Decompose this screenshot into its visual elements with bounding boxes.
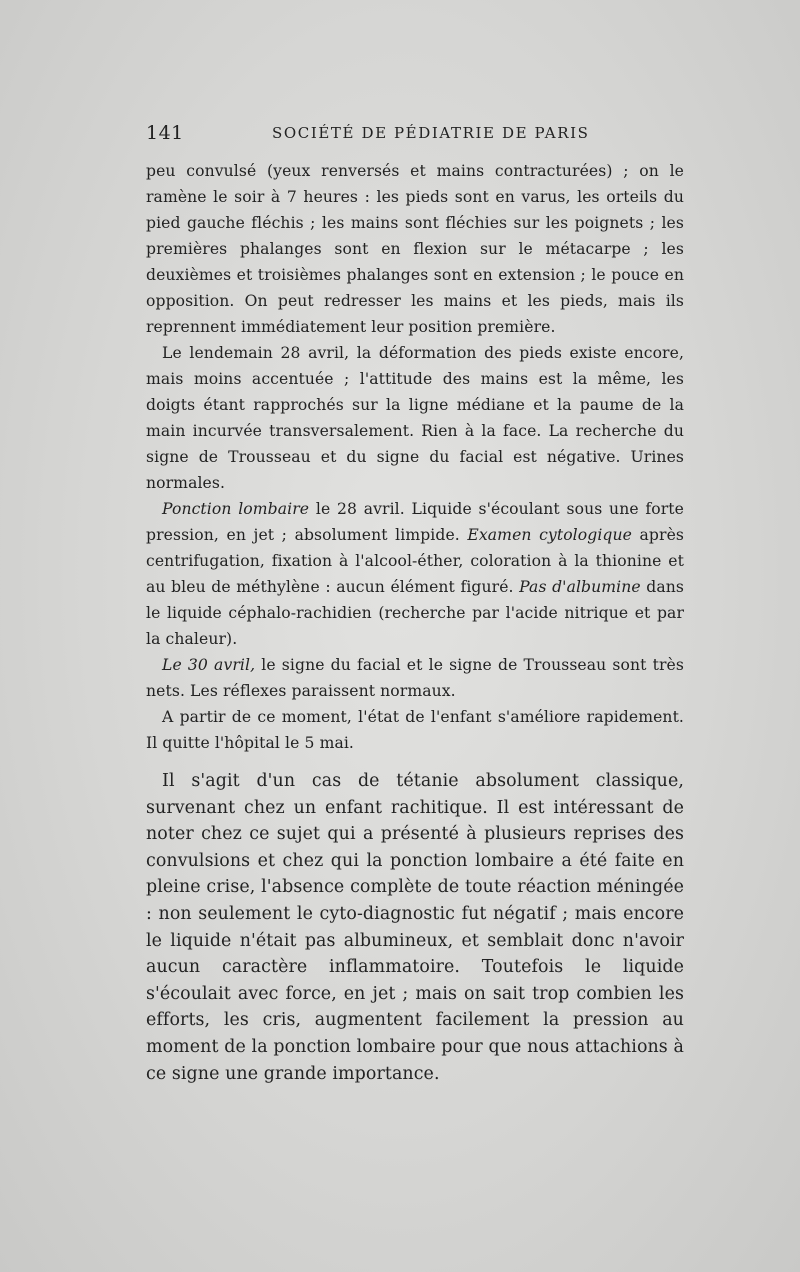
cytology-text: après centrifugation, fixation à l'alcool-éther, coloration à la thionine et au bleu de méthylène : aucun élément figuré.: [146, 526, 684, 596]
page-header: [146, 122, 684, 148]
albumin-heading: Pas d'albumine: [519, 578, 641, 596]
case-report: [146, 158, 684, 756]
lumbar-puncture-text: le 28 avril. Liquide s'écoulant sous une forte pression, en jet ; absolument limpide.: [146, 500, 684, 544]
albumin-text: dans le liquide céphalo-rachidien (recherche par l'acide nitrique et par la chaleur).: [146, 578, 685, 648]
cytology-heading: Examen cytologique: [467, 526, 632, 544]
book-page: [146, 122, 684, 1087]
discussion-paragraph: Il s'agit d'un cas de tétanie absolument classique, survenant chez un enfant rachitique. Il est intéressant de noter chez ce sujet qui a présenté à plusieurs reprises des convulsions et chez qui la ponction lombaire a été faite en pleine crise, l'absence complète de toute réaction méningée : non seulement le cyto-diagnostic fut négatif ; mais encore le liquide n'était pas albumineux, et semblait donc n'avoir aucun caractère inflammatoire. Toutefois le liquide s'écoulait avec force, en jet ; mais on sait trop combien les efforts, les cris, augmentent facilement la pression au moment de la ponction lombaire pour que nous attachions à ce signe une grande importance.: [146, 771, 684, 1084]
date-heading: Le 30 avril,: [162, 656, 256, 674]
case-paragraph-4: [146, 652, 684, 704]
case-paragraph-1: peu convulsé (yeux renversés et mains contracturées) ; on le ramène le soir à 7 heures : les pieds sont en varus, les orteils du pied gauche fléchis ; les mains sont fléchies sur les poignets ; les premières phalanges sont en flexion sur le métacarpe ; les deuxièmes et troisièmes phalanges sont en extension ; le pouce en opposition. On peut redresser les mains et les pieds, mais ils reprennent immédiatement leur position première.: [146, 162, 684, 336]
running-title: SOCIÉTÉ DE PÉDIATRIE DE PARIS: [272, 124, 590, 142]
case-paragraph-2: Le lendemain 28 avril, la déformation des pieds existe encore, mais moins accentuée ; l'attitude des mains est la même, les doigts étant rapprochés sur la ligne médiane et la paume de la main incurvée transversalement. Rien à la face. La recherche du signe de Trousseau et du signe du facial est négative. Urines normales.: [146, 344, 684, 492]
date-text: le signe du facial et le signe de Trousseau sont très nets. Les réflexes paraissent normaux.: [146, 656, 684, 700]
discussion: [146, 768, 684, 1087]
page-number: 141: [146, 122, 184, 144]
case-paragraph-5: A partir de ce moment, l'état de l'enfant s'améliore rapidement. Il quitte l'hôpital le 5 mai.: [146, 708, 684, 752]
case-paragraph-3: [146, 496, 684, 652]
lumbar-puncture-heading: Ponction lombaire: [162, 500, 310, 518]
